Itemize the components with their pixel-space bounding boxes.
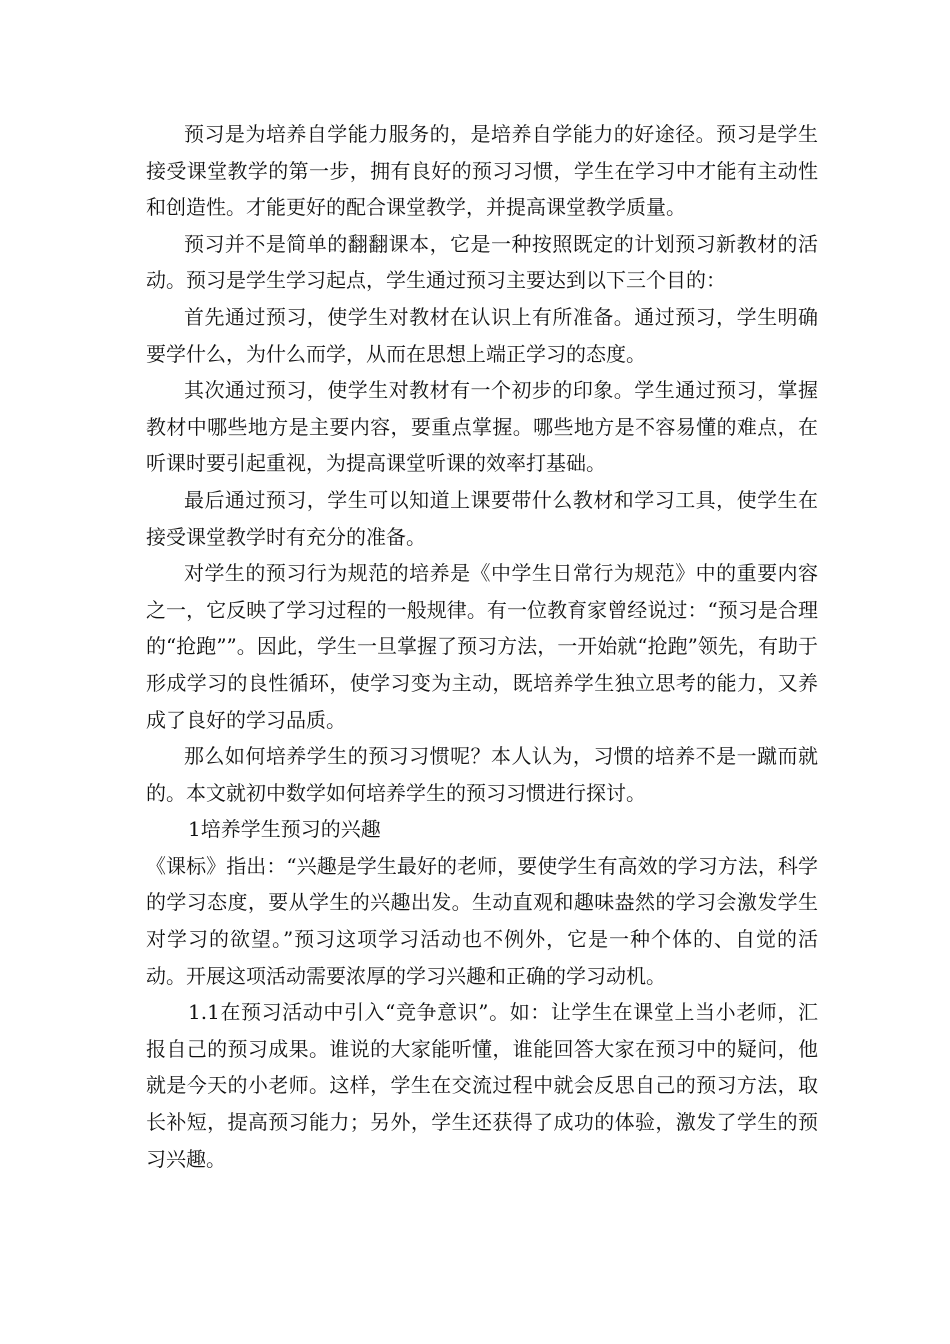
paragraph-subsection-1-1: 1.1在预习活动中引入“竞争意识”。如：让学生在课堂上当小老师，汇报自己的预习成果。谁说的大家能听懂，谁能回答大家在预习中的疑问，他就是今天的小老师。这样，学生在交流过程中就会反思自己的预习方法，取长补短，提高预习能力；另外，学生还获得了成功的体验，激发了学生的预习兴趣。	[146, 1000, 818, 1171]
paragraph-how-to-cultivate: 那么如何培养学生的预习习惯呢？本人认为，习惯的培养不是一蹴而就的。本文就初中数学如何培养学生的预习习惯进行探讨。	[146, 744, 818, 805]
paragraph-preview-definition: 预习并不是简单的翻翻课本，它是一种按照既定的计划预习新教材的活动。预习是学生学习起点，学生通过预习主要达到以下三个目的：	[146, 231, 818, 293]
paragraph-behavior-norms: 对学生的预习行为规范的培养是《中学生日常行为规范》中的重要内容之一，它反映了学习过程的一般规律。有一位教育家曾经说过：“预习是合理的“抢跑””。因此，学生一旦掌握了预习方法，一开始就“抢跑”领先，有助于形成学习的良性循环，使学习变为主动，既培养学生独立思考的能力，又养成了良好的学习品质。	[146, 561, 818, 732]
paragraph-curriculum-standard: 《课标》指出：“兴趣是学生最好的老师，要使学生有高效的学习方法，科学的学习态度，要从学生的兴趣出发。生动直观和趣味盎然的学习会激发学生对学习的欲望。”预习这项学习活动也不例外，它是一种个体的、自觉的活动。开展这项活动需要浓厚的学习兴趣和正确的学习动机。	[146, 853, 818, 988]
paragraph-goal-last: 最后通过预习，学生可以知道上课要带什么教材和学习工具，使学生在接受课堂教学时有充分的准备。	[146, 487, 818, 549]
document-body	[146, 116, 818, 1177]
paragraph-goal-first: 首先通过预习，使学生对教材在认识上有所准备。通过预习，学生明确要学什么，为什么而学，从而在思想上端正学习的态度。	[146, 304, 818, 366]
paragraph-preview-purpose: 预习是为培养自学能力服务的，是培养自学能力的好途径。预习是学生接受课堂教学的第一步，拥有良好的预习习惯，学生在学习中才能有主动性和创造性。才能更好的配合课堂教学，并提高课堂教学质量。	[146, 122, 818, 220]
section-heading-1: 1培养学生预习的兴趣	[188, 817, 381, 842]
paragraph-goal-second: 其次通过预习，使学生对教材有一个初步的印象。学生通过预习，掌握教材中哪些地方是主要内容，要重点掌握。哪些地方是不容易懂的难点，在听课时要引起重视，为提高课堂听课的效率打基础。	[146, 378, 818, 476]
